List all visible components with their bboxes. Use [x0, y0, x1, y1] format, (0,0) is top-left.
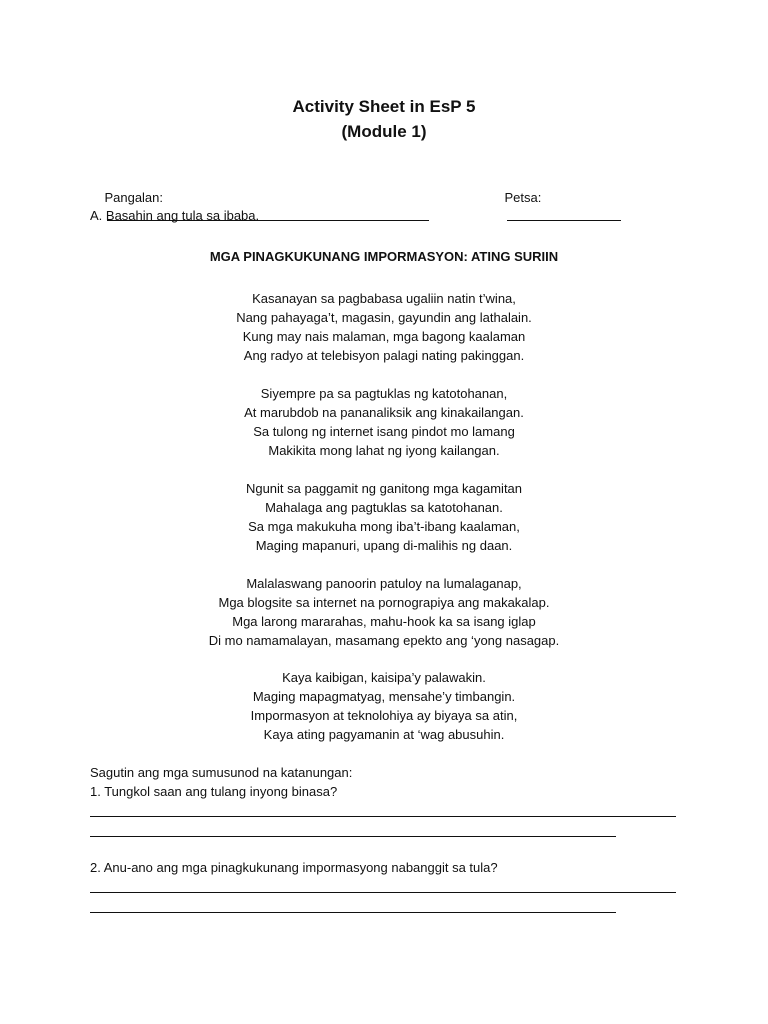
stanza-2: [0, 384, 768, 460]
answer-2-line-1[interactable]: [90, 892, 676, 893]
answer-1-line-1[interactable]: [90, 816, 676, 817]
poem-line: Mga blogsite sa internet na pornograpiya ang makakalap.: [218, 595, 550, 610]
poem-line: Impormasyon at teknolohiya ay biyaya sa atin,: [250, 708, 518, 723]
date-blank-line[interactable]: [507, 207, 621, 221]
poem-line: Sa mga makukuha mong iba’t-ibang kaalaman,: [248, 519, 520, 534]
stanza-1: [0, 289, 768, 365]
instruction-a: A. Basahin ang tula sa ibaba.: [90, 208, 260, 223]
question-1: 1. Tungkol saan ang tulang inyong binasa?: [90, 784, 338, 799]
poem-title: MGA PINAGKUKUNANG IMPORMASYON: ATING SURIIN: [209, 249, 559, 264]
poem-line: Kaya ating pagyamanin at ‘wag abusuhin.: [263, 727, 505, 742]
poem-line: Mga larong mararahas, mahu-hook ka sa isang iglap: [232, 614, 536, 629]
name-label: Pangalan:: [104, 190, 164, 205]
poem-line: Di mo namamalayan, masamang epekto ang ‘yong nasagap.: [208, 633, 560, 648]
poem-line: Malalaswang panoorin patuloy na lumalaganap,: [246, 576, 522, 591]
poem-line: Siyempre pa sa pagtuklas ng katotohanan,: [260, 386, 508, 401]
poem-line: Makikita mong lahat ng iyong kailangan.: [268, 443, 500, 458]
stanza-3: [0, 479, 768, 555]
question-2: 2. Anu-ano ang mga pinagkukunang impormasyong nabanggit sa tula?: [90, 860, 498, 875]
poem-line: Mahalaga ang pagtuklas sa katotohanan.: [265, 500, 503, 515]
stanza-5: [0, 668, 768, 744]
answer-1-line-2[interactable]: [90, 836, 616, 837]
stanza-4: [0, 574, 768, 650]
answer-2-line-2[interactable]: [90, 912, 616, 913]
title-line-1: Activity Sheet in EsP 5: [292, 97, 476, 116]
poem-line: Maging mapanuri, upang di-malihis ng daan.: [255, 538, 513, 553]
questions-intro: Sagutin ang mga sumusunod na katanungan:: [90, 765, 353, 780]
poem-line: Ngunit sa paggamit ng ganitong mga kagamitan: [245, 481, 523, 496]
poem-line: At marubdob na pananaliksik ang kinakailangan.: [244, 405, 524, 420]
date-label: Petsa:: [504, 190, 542, 205]
poem-line: Sa tulong ng internet isang pindot mo lamang: [253, 424, 515, 439]
poem-line: Maging mapagmatyag, mensahe’y timbangin.: [252, 689, 516, 704]
poem-line: Kung may nais malaman, mga bagong kaalaman: [242, 329, 526, 344]
date-row: [490, 171, 621, 244]
title-line-2: (Module 1): [341, 122, 427, 141]
poem-line: Nang pahayaga’t, magasin, gayundin ang lathalain.: [236, 310, 532, 325]
poem-line: Kaya kaibigan, kaisipa’y palawakin.: [282, 670, 486, 685]
poem-line: Kasanayan sa pagbabasa ugaliin natin t’wina,: [252, 291, 516, 306]
poem-line: Ang radyo at telebisyon palagi nating pakinggan.: [243, 348, 525, 363]
